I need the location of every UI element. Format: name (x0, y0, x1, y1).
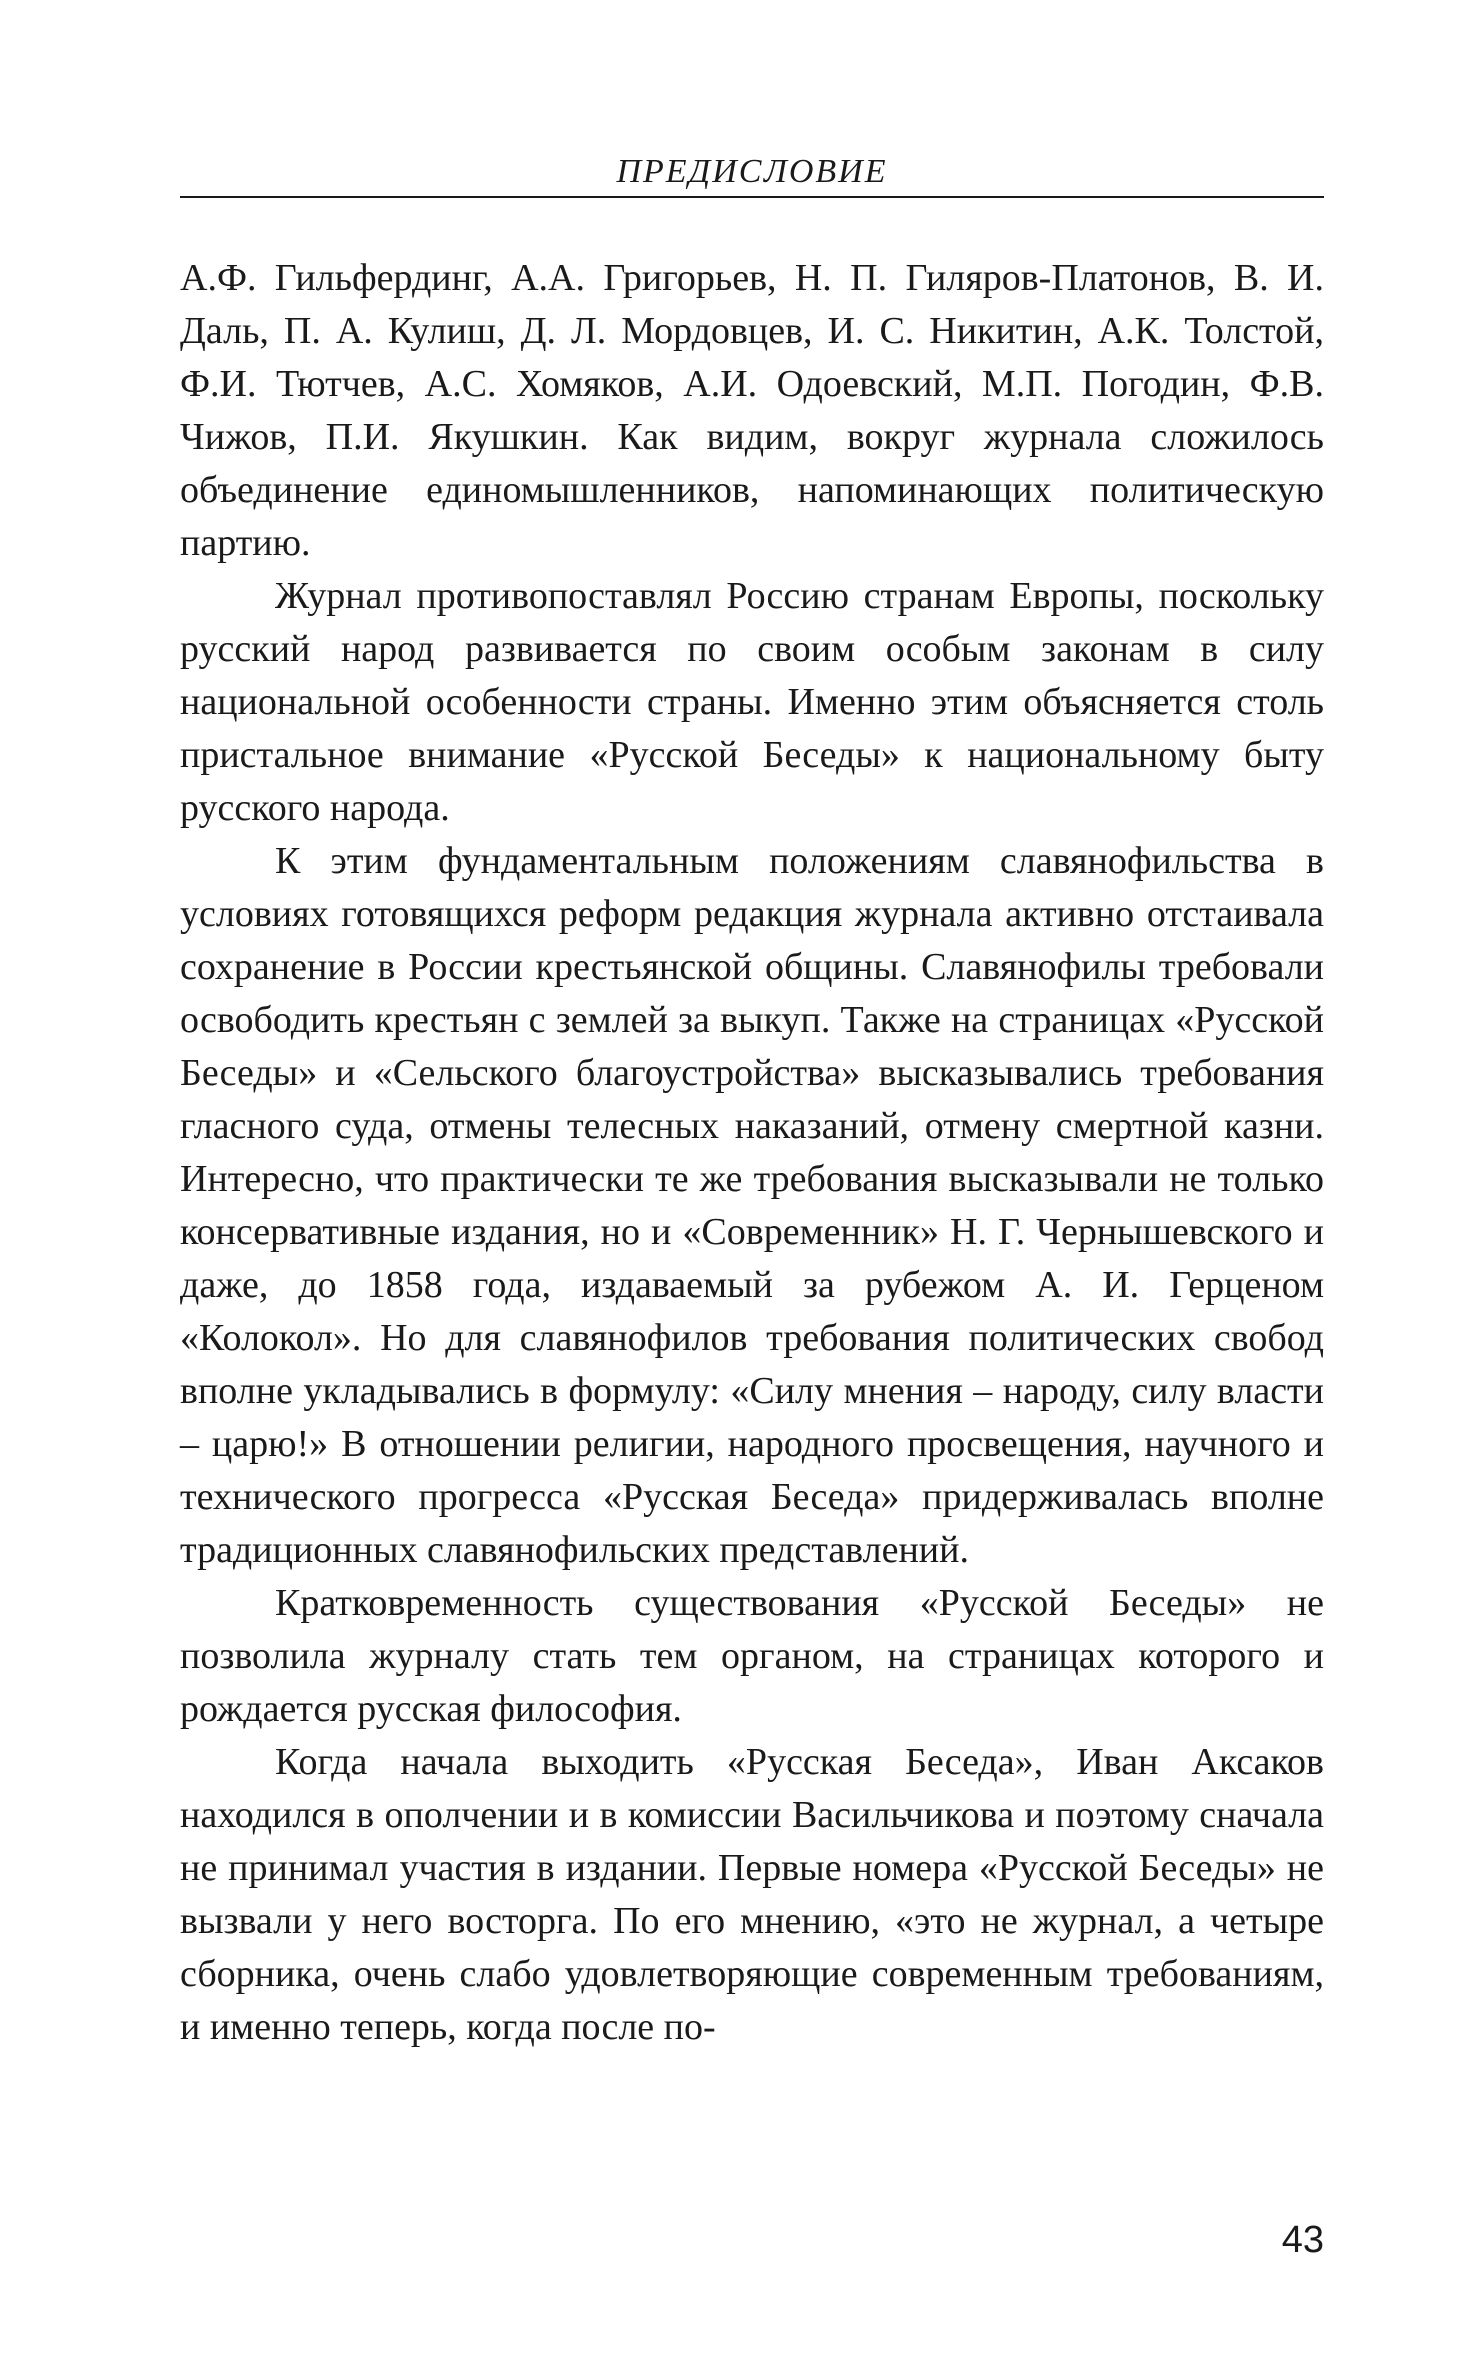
paragraph-continuation: А.Ф. Гильфердинг, А.А. Григорьев, Н. П. Гиляров-Платонов, В. И. Даль, П. А. Кулиш, Д. Л. Мордовцев, И. С. Никитин, А.К. Толстой, Ф.И. Тютчев, А.С. Хомяков, А.И. Одоевский, М.П. Погодин, Ф.В. Чижов, П.И. Якушкин. Как видим, вокруг журнала сложилось объединение единомышленников, напоминающих политическую партию. (180, 257, 1324, 564)
paragraph: Когда начала выходить «Русская Беседа», Иван Аксаков находился в ополчении и в комиссии Васильчикова и поэтому сначала не принимал участия в издании. Первые номера «Русской Беседы» не вызвали у него восторга. По его мнению, «это не журнал, а четыре сборника, очень слабо удовлетворяющие современным требованиям, и именно теперь, когда после по- (180, 1741, 1324, 2048)
page-number: 43 (1281, 2219, 1324, 2261)
header-rule (180, 196, 1324, 198)
running-head: ПРЕДИСЛОВИЕ (616, 153, 888, 190)
paragraph: К этим фундаментальным положениям славянофильства в условиях готовящихся реформ редакция журнала активно отстаивала сохранение в России крестьянской общины. Славянофилы требовали освободить крестьян с землей за выкуп. Также на страницах «Русской Беседы» и «Сельского благоустройства» высказывались требования гласного суда, отмены телесных наказаний, отмену смертной казни. Интересно, что практически те же требования высказывали не только консервативные издания, но и «Современник» Н. Г. Чернышевского и даже, до 1858 года, издаваемый за рубежом А. И. Герценом «Колокол». Но для славянофилов требования политических свобод вполне укладывались в формулу: «Силу мнения – народу, силу власти – царю!» В отношении религии, народного просвещения, научного и технического прогресса «Русская Беседа» придерживалась вполне традиционных славянофильских представлений. (180, 840, 1324, 1571)
paragraph: Кратковременность существования «Русской Беседы» не позволила журналу стать тем органом, на страницах которого и рождается русская философия. (180, 1582, 1324, 1730)
paragraph: Журнал противопоставлял Россию странам Европы, поскольку русский народ развивается по своим особым законам в силу национальной особенности страны. Именно этим объясняется столь пристальное внимание «Русской Беседы» к национальному быту русского народа. (180, 575, 1324, 829)
body-text (180, 252, 1324, 2054)
